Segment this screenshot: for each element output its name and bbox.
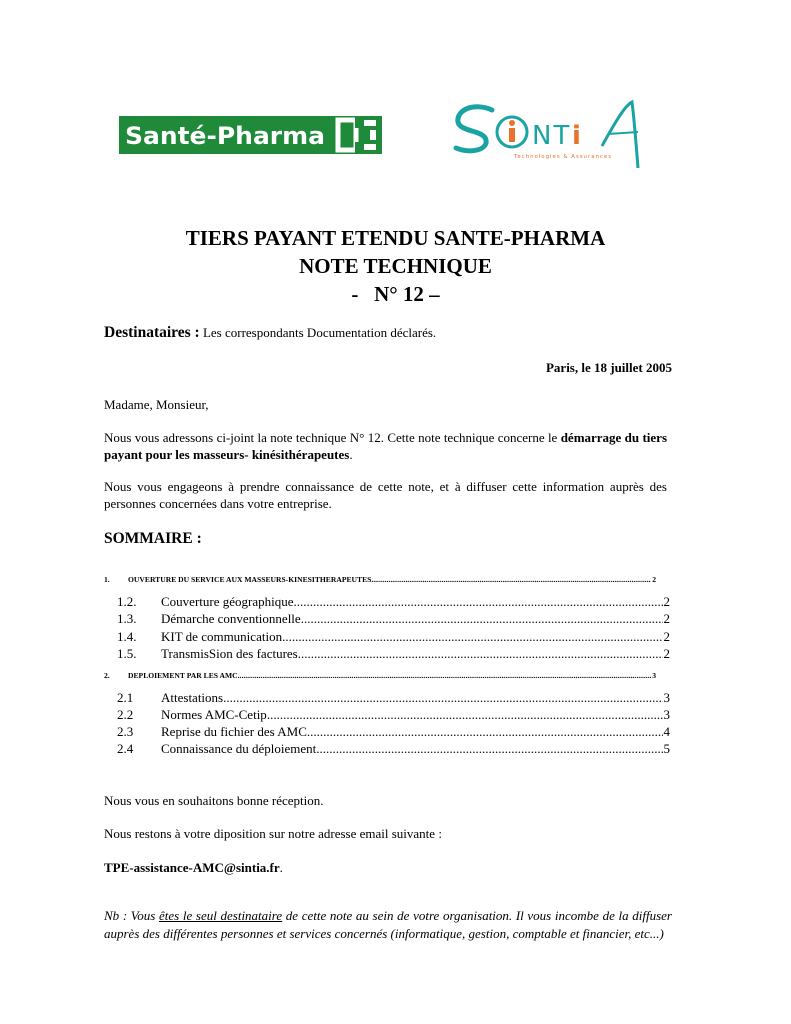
toc-section[interactable] <box>104 575 656 584</box>
toc-leader <box>371 575 651 584</box>
toc-item-number: 1.4. <box>117 629 137 644</box>
toc-item-number: 1.3. <box>117 611 137 626</box>
toc-page-number: 3 <box>663 690 670 705</box>
closing-line-1: Nous vous en souhaitons bonne réception. <box>104 793 324 808</box>
toc-item-number: 2.4 <box>117 741 134 756</box>
toc-page-number: 4 <box>663 724 670 739</box>
toc-item-title: Reprise du fichier des AMC <box>161 724 307 739</box>
recipients-value: Les correspondants Documentation déclarés. <box>202 325 437 340</box>
svg-text:i: i <box>572 121 581 151</box>
toc-item[interactable] <box>117 628 670 645</box>
sintia-tagline: Technologies & Assurances <box>514 154 613 160</box>
toc-leader <box>223 689 662 706</box>
toc-page-number: 2 <box>663 594 670 609</box>
toc-item[interactable] <box>117 740 670 757</box>
toc-item-number: 2.2 <box>117 707 134 722</box>
closing-line-2: Nous restons à votre diposition sur notre adresse email suivante : <box>104 826 442 841</box>
toc-item-title: Couverture géographique <box>161 594 294 609</box>
note-start: Nb : Vous <box>104 908 160 923</box>
toc-item[interactable] <box>117 706 670 723</box>
toc-leader <box>282 628 662 645</box>
toc-item[interactable] <box>117 645 670 662</box>
greeting: Madame, Monsieur, <box>104 397 209 412</box>
title-line-1: TIERS PAYANT ETENDU SANTE-PHARMA <box>185 226 606 250</box>
toc-item[interactable] <box>117 723 670 740</box>
toc-leader <box>267 706 663 723</box>
toc-page-number: 2 <box>663 629 670 644</box>
note-underlined: êtes le seul destinataire <box>159 908 283 923</box>
toc-item[interactable] <box>117 689 670 706</box>
document-title <box>0 224 791 308</box>
sante-pharma-logo-text: Santé-Pharma <box>125 122 325 150</box>
recipients <box>104 324 436 342</box>
email-end: . <box>279 860 283 875</box>
svg-text:NT: NT <box>532 121 572 151</box>
toc-leader <box>301 610 663 627</box>
toc-item[interactable] <box>117 593 670 610</box>
toc-item-number: 2.1 <box>117 690 134 705</box>
engage-paragraph: Nous vous engageons à prendre connaissance de cette note, et à diffuser cette information auprès des personnes concernées dans votre entreprise. <box>104 479 667 511</box>
recipients-label: Destinataires : <box>104 324 200 341</box>
intro-text: Nous vous adressons ci-joint la note technique N° 12. Cette note technique concerne le <box>104 430 561 445</box>
toc-item-title: Démarche conventionnelle <box>161 611 301 626</box>
document-date: Paris, le 18 juillet 2005 <box>545 360 672 375</box>
toc-item-number: 1.2. <box>117 594 137 609</box>
toc-item-title: KIT de communication <box>161 629 283 644</box>
toc-page-number: 2 <box>663 611 670 626</box>
toc-leader <box>238 671 652 680</box>
toc-item-title: Normes AMC-Cetip <box>161 707 267 722</box>
toc-item[interactable] <box>117 610 670 627</box>
toc-item-title: Attestations <box>161 690 224 705</box>
toc-item-title: TransmisSion des factures <box>161 646 298 661</box>
toc-section-number: 1. <box>104 575 110 584</box>
toc-section-number: 2. <box>104 671 110 680</box>
summary-heading: SOMMAIRE : <box>104 530 202 547</box>
contact-email[interactable] <box>104 859 667 876</box>
note-end: de cette note au sein de votre organisation. Il vous incombe de la diffuser auprès des différentes personnes et services concernés (informatique, gestion, comptable et financier, etc...) <box>104 908 672 941</box>
toc-page-number: 2 <box>663 646 670 661</box>
intro-paragraph <box>104 429 667 463</box>
toc-item-number: 2.3 <box>117 724 134 739</box>
toc-page-number: 5 <box>663 741 670 756</box>
toc-leader <box>307 723 663 740</box>
intro-end: . <box>349 447 353 462</box>
toc-page-number: 2 <box>652 575 656 584</box>
toc-leader <box>293 593 662 610</box>
title-line-3: - N° 12 – <box>351 282 440 306</box>
toc-page-number: 3 <box>652 671 656 680</box>
toc-page-number: 3 <box>663 707 670 722</box>
intro-bold: démarrage du tiers payant pour les masseurs- kinésithérapeutes <box>104 430 668 462</box>
toc-leader <box>316 740 662 757</box>
toc-section[interactable] <box>104 671 656 680</box>
toc-leader <box>298 645 663 662</box>
toc-item-title: Connaissance du déploiement <box>161 741 317 756</box>
note-paragraph <box>104 907 672 943</box>
toc-section-title: DEPLOIEMENT PAR LES AMC <box>128 671 238 680</box>
toc-item-number: 1.5. <box>117 646 137 661</box>
sante-pharma-logo <box>119 116 382 154</box>
sintia-logo <box>452 98 667 170</box>
email-address[interactable]: TPE-assistance-AMC@sintia.fr <box>104 860 280 875</box>
title-line-2: NOTE TECHNIQUE <box>299 254 492 278</box>
toc-section-title: OUVERTURE DU SERVICE AUX MASSEURS-KINESITHERAPEUTES <box>128 575 372 584</box>
